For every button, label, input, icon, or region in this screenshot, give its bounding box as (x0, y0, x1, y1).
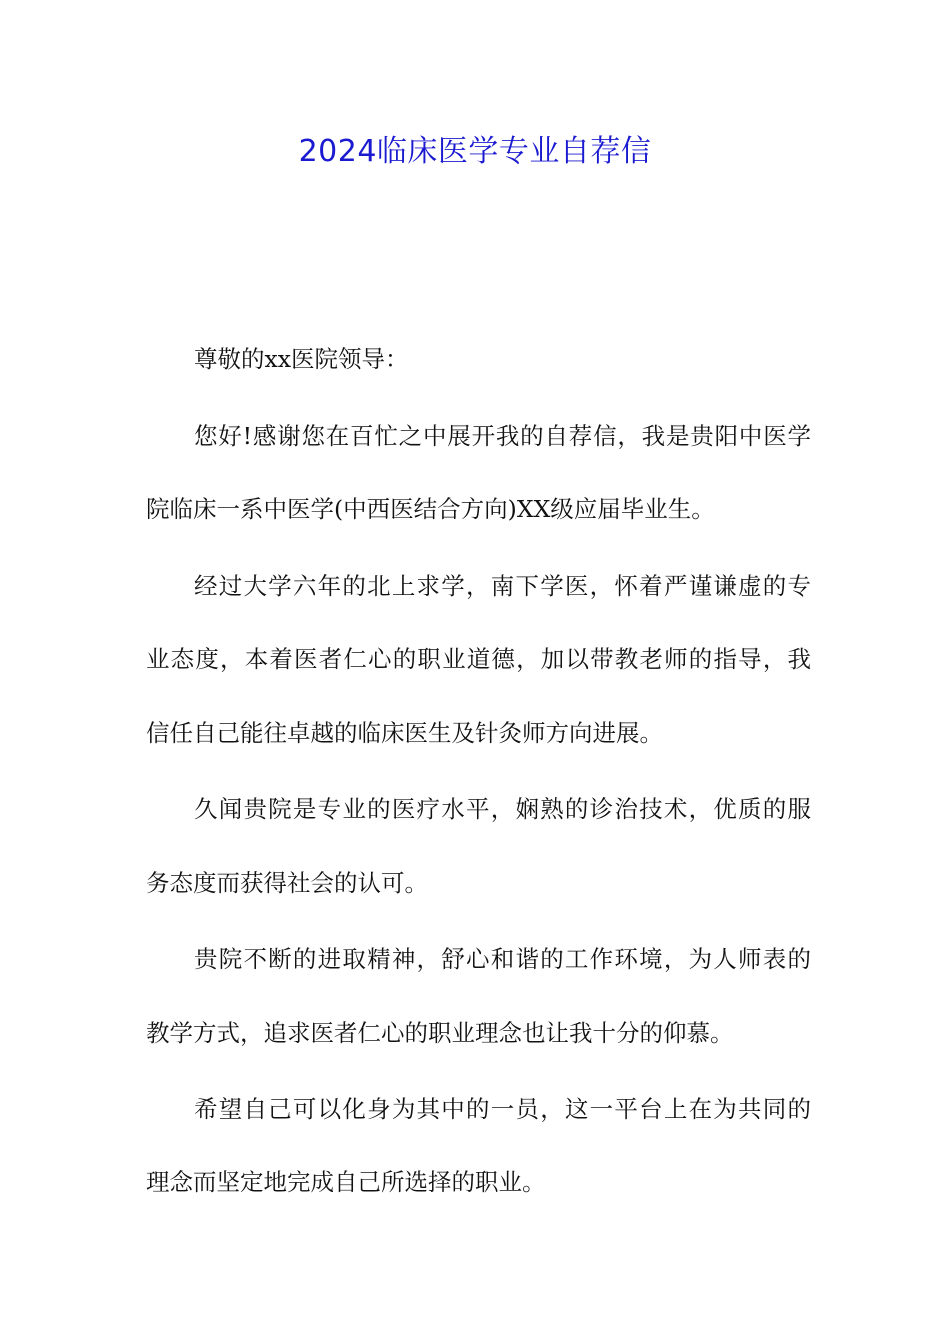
paragraph-line: 院临床一系中医学(中西医结合方向)XX级应届毕业生。 (146, 495, 715, 523)
paragraph-line: 业态度，本着医者仁心的职业道德，加以带教老师的指导，我 (146, 645, 811, 673)
paragraph-line: 经过大学六年的北上求学，南下学医，怀着严谨谦虚的专 (194, 572, 811, 600)
letter-body (146, 0, 811, 1344)
paragraph-line: 您好!感谢您在百忙之中展开我的自荐信，我是贵阳中医学 (194, 422, 811, 450)
paragraph-line: 贵院不断的进取精神，舒心和谐的工作环境，为人师表的 (194, 945, 811, 973)
paragraph-line: 久闻贵院是专业的医疗水平，娴熟的诊治技术，优质的服 (194, 795, 811, 823)
paragraph-line: 信任自己能往卓越的临床医生及针灸师方向进展。 (146, 719, 663, 747)
paragraph-line: 务态度而获得社会的认可。 (146, 869, 428, 897)
paragraph-line: 理念而坚定地完成自己所选择的职业。 (146, 1168, 546, 1196)
paragraph-line: 教学方式，追求医者仁心的职业理念也让我十分的仰慕。 (146, 1019, 734, 1047)
paragraph-line: 希望自己可以化身为其中的一员，这一平台上在为共同的 (194, 1095, 811, 1123)
document-title: 2024临床医学专业自荐信 (298, 134, 652, 169)
salutation: 尊敬的xx医院领导： (194, 345, 409, 373)
